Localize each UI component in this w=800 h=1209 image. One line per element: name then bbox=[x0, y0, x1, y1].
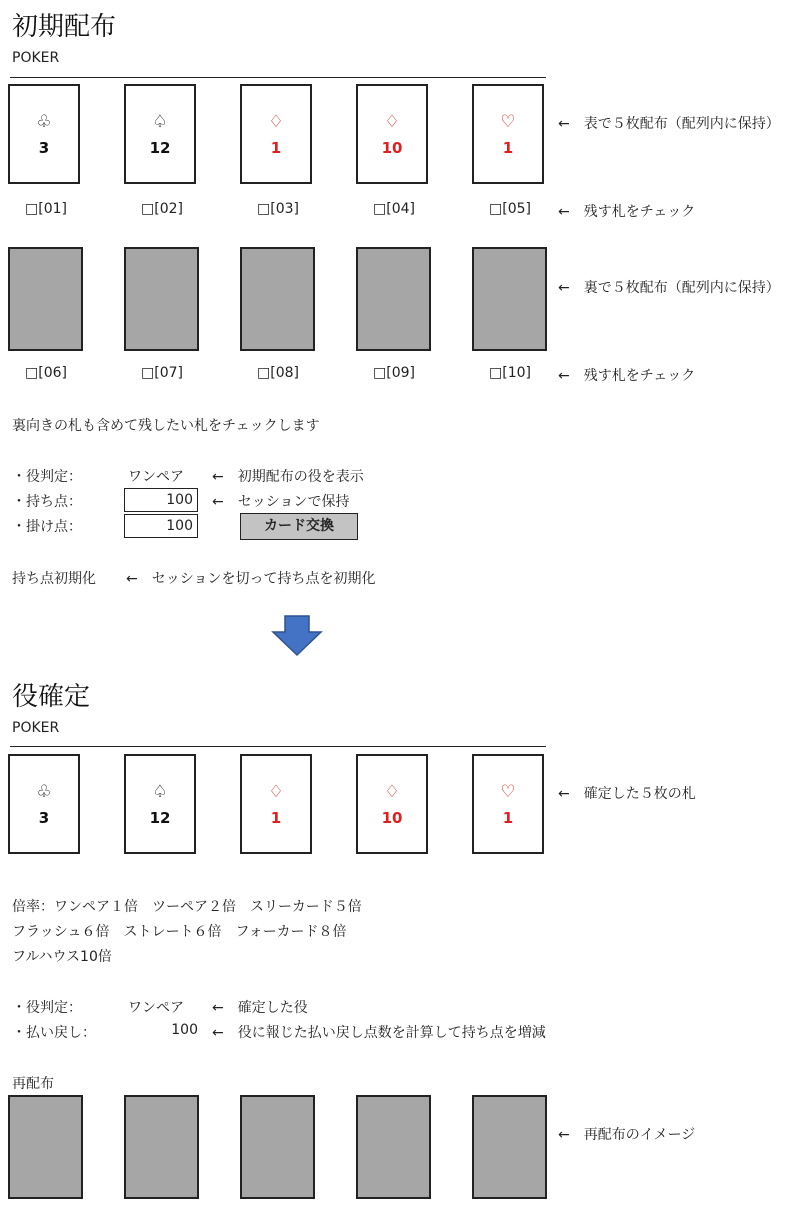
points-field: 100 bbox=[124, 488, 198, 512]
card-back bbox=[124, 1095, 199, 1199]
card bbox=[8, 754, 80, 854]
reset-note: ← セッションを切って持ち点を初期化 bbox=[126, 571, 376, 587]
keep-checkbox-02[interactable]: □[02] bbox=[141, 201, 183, 217]
card-back bbox=[356, 247, 431, 351]
note-check-front: ← 残す札をチェック bbox=[558, 204, 696, 220]
keep-checkbox-04[interactable]: □[04] bbox=[373, 201, 415, 217]
section2-title: 役確定 bbox=[12, 682, 91, 712]
payout-note: ← 役に報じた払い戻し点数を計算して持ち点を増減 bbox=[212, 1025, 546, 1041]
final-role-value: ワンペア bbox=[128, 1000, 184, 1016]
card-number: 3 bbox=[38, 139, 50, 157]
points-note: ← セッションで保持 bbox=[212, 494, 350, 510]
keep-checkbox-09[interactable]: □[09] bbox=[373, 365, 415, 381]
card bbox=[356, 84, 428, 184]
card bbox=[356, 754, 428, 854]
bet-input[interactable]: 100 bbox=[124, 514, 198, 538]
keep-checkbox-05[interactable]: □[05] bbox=[489, 201, 531, 217]
note-final-cards: ← 確定した５枚の札 bbox=[558, 786, 696, 802]
down-arrow-icon bbox=[271, 615, 323, 657]
note-deal-back: ← 裏で５枚配布（配列内に保持） bbox=[558, 280, 780, 296]
card-suit-icon: ♢ bbox=[268, 782, 284, 802]
card bbox=[124, 84, 196, 184]
keep-checkbox-08[interactable]: □[08] bbox=[257, 365, 299, 381]
reset-points-link[interactable]: 持ち点初期化 bbox=[12, 571, 96, 587]
exchange-cards-button[interactable]: カード交換 bbox=[240, 513, 358, 540]
keep-checkbox-10[interactable]: □[10] bbox=[489, 365, 531, 381]
card bbox=[472, 754, 544, 854]
bet-label: ・掛け点： bbox=[12, 519, 82, 535]
card-back bbox=[472, 247, 547, 351]
card-back bbox=[124, 247, 199, 351]
card-suit-icon: ♢ bbox=[268, 112, 284, 132]
redeal-note: ← 再配布のイメージ bbox=[558, 1127, 696, 1143]
card-back bbox=[240, 1095, 315, 1199]
card-number: 10 bbox=[381, 809, 403, 827]
keep-checkbox-06[interactable]: □[06] bbox=[25, 365, 67, 381]
card-number: 12 bbox=[149, 139, 171, 157]
rate-line: フルハウス10倍 bbox=[12, 949, 112, 965]
keep-checkbox-03[interactable]: □[03] bbox=[257, 201, 299, 217]
card-back bbox=[8, 1095, 83, 1199]
card-back bbox=[472, 1095, 547, 1199]
rate-line: フラッシュ６倍 ストレート６倍 フォーカード８倍 bbox=[12, 924, 347, 940]
card-suit-icon: ♧ bbox=[36, 112, 52, 132]
card bbox=[240, 84, 312, 184]
final-role-label: ・役判定： bbox=[12, 1000, 82, 1016]
card-suit-icon: ♢ bbox=[384, 782, 400, 802]
card-back bbox=[8, 247, 83, 351]
redeal-label: 再配布 bbox=[12, 1076, 54, 1092]
card bbox=[472, 84, 544, 184]
card-number: 1 bbox=[270, 809, 282, 827]
poker-label: POKER bbox=[12, 50, 60, 66]
role-value: ワンペア bbox=[128, 469, 184, 485]
card-suit-icon: ♡ bbox=[500, 112, 516, 132]
final-role-note: ← 確定した役 bbox=[212, 1000, 308, 1016]
instruction-text: 裏向きの札も含めて残したい札をチェックします bbox=[12, 418, 320, 434]
points-label: ・持ち点： bbox=[12, 494, 82, 510]
card-number: 1 bbox=[502, 139, 514, 157]
card-back bbox=[240, 247, 315, 351]
divider bbox=[10, 746, 546, 747]
card-number: 1 bbox=[270, 139, 282, 157]
section1-title: 初期配布 bbox=[12, 12, 117, 42]
card-number: 3 bbox=[38, 809, 50, 827]
card bbox=[240, 754, 312, 854]
card-suit-icon: ♤ bbox=[152, 782, 168, 802]
card-number: 1 bbox=[502, 809, 514, 827]
card-suit-icon: ♤ bbox=[152, 112, 168, 132]
keep-checkbox-01[interactable]: □[01] bbox=[25, 201, 67, 217]
card-number: 10 bbox=[381, 139, 403, 157]
divider bbox=[10, 77, 546, 78]
payout-value: 100 bbox=[171, 1022, 198, 1038]
card-suit-icon: ♧ bbox=[36, 782, 52, 802]
keep-checkbox-07[interactable]: □[07] bbox=[141, 365, 183, 381]
card-suit-icon: ♡ bbox=[500, 782, 516, 802]
note-deal-front: ← 表で５枚配布（配列内に保持） bbox=[558, 116, 780, 132]
card-suit-icon: ♢ bbox=[384, 112, 400, 132]
card-back bbox=[356, 1095, 431, 1199]
card-number: 12 bbox=[149, 809, 171, 827]
card bbox=[124, 754, 196, 854]
card bbox=[8, 84, 80, 184]
role-note: ← 初期配布の役を表示 bbox=[212, 469, 364, 485]
rate-line: 倍率：ワンペア１倍 ツーペア２倍 スリーカード５倍 bbox=[12, 899, 362, 915]
note-check-back: ← 残す札をチェック bbox=[558, 368, 696, 384]
role-label: ・役判定： bbox=[12, 469, 82, 485]
poker-label: POKER bbox=[12, 720, 60, 736]
payout-label: ・払い戻し： bbox=[12, 1025, 96, 1041]
